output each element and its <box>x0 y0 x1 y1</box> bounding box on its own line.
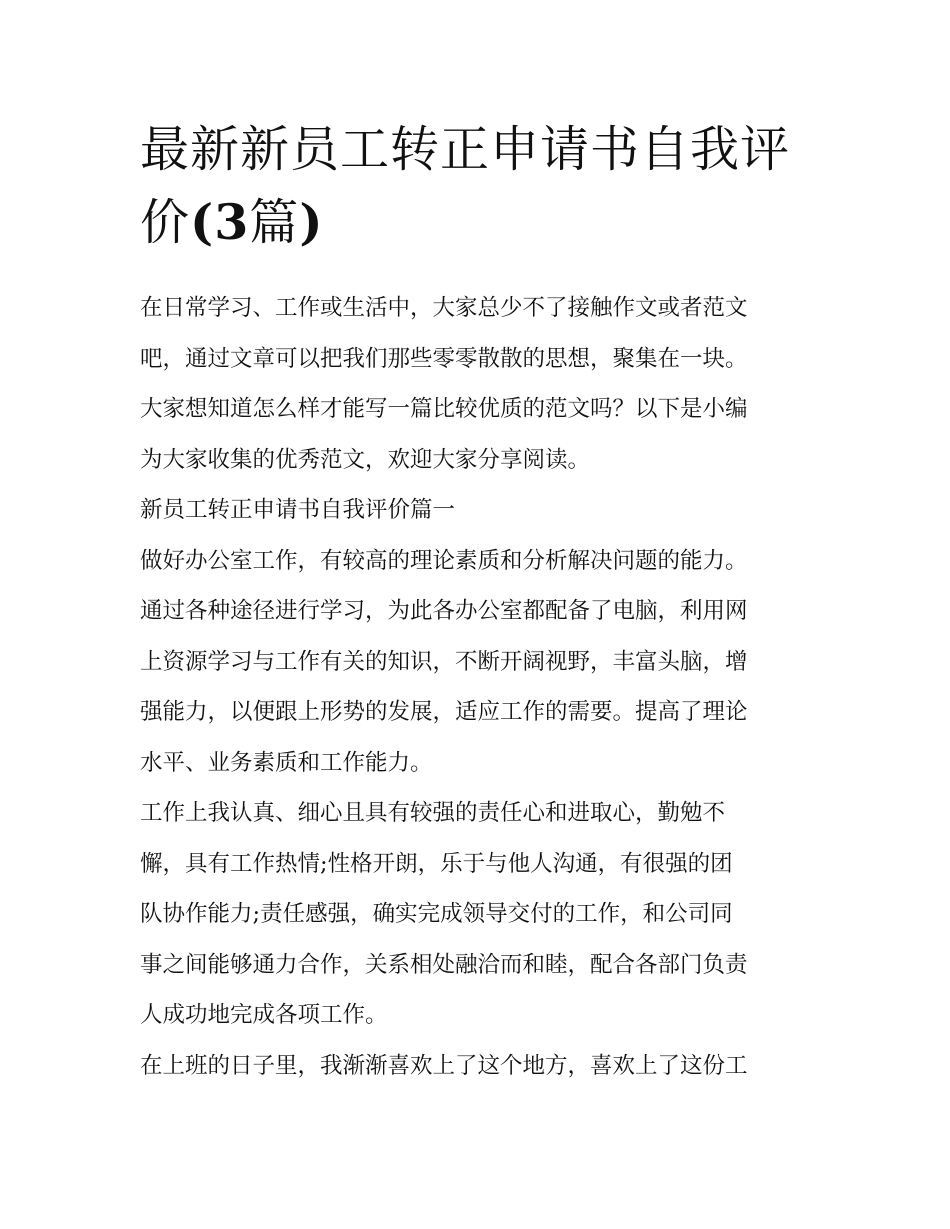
text-line: 做好办公室工作，有较高的理论素质和分析解决问题的能力。 <box>140 547 748 574</box>
title-number: (3 <box>190 193 250 251</box>
text-line: 水平、业务素质和工作能力。 <box>140 749 433 776</box>
text-line: 强能力，以便跟上形势的发展，适应工作的需要。提高了理论 <box>140 699 748 725</box>
document-body <box>140 283 820 1091</box>
section-heading <box>140 485 820 536</box>
title-paren: ) <box>299 193 324 251</box>
text-line: 新员工转正申请书自我评价篇一 <box>140 497 456 523</box>
paragraph-workdays <box>140 1041 820 1092</box>
text-line: 吧，通过文章可以把我们那些零零散散的思想，聚集在一块。 <box>140 345 748 372</box>
text-line: 队协作能力;责任感强，确实完成领导交付的工作，和公司同 <box>140 901 733 927</box>
document-title <box>140 114 820 259</box>
title-line-2 <box>140 186 820 259</box>
text-line: 为大家收集的优秀范文，欢迎大家分享阅读。 <box>140 446 591 473</box>
title-line-1: 最新新员工转正申请书自我评 <box>140 121 791 178</box>
paragraph-attitude <box>140 788 820 1041</box>
text-line: 人成功地完成各项工作。 <box>140 1002 388 1028</box>
text-line: 大家想知道怎么样才能写一篇比较优质的范文吗？以下是小编 <box>140 396 748 422</box>
text-line: 事之间能够通力合作，关系相处融洽而和睦，配合各部门负责 <box>140 951 748 978</box>
paragraph-intro <box>140 283 820 485</box>
text-line: 工作上我认真、细心且具有较强的责任心和进取心，勤勉不 <box>140 800 726 826</box>
text-line: 懈，具有工作热情;性格开朗，乐于与他人沟通，有很强的团 <box>140 850 733 877</box>
paragraph-office-work <box>140 536 820 789</box>
text-line: 上资源学习与工作有关的知识，不断开阔视野，丰富头脑，增 <box>140 648 748 675</box>
title-text-b: 篇 <box>249 194 300 251</box>
text-line: 在日常学习、工作或生活中，大家总少不了接触作文或者范文 <box>140 295 748 321</box>
title-text-a: 价 <box>140 194 191 251</box>
text-line: 通过各种途径进行学习，为此各办公室都配备了电脑，利用网 <box>140 598 748 624</box>
text-line: 在上班的日子里，我渐渐喜欢上了这个地方，喜欢上了这份工 <box>140 1052 748 1079</box>
document-page <box>140 114 820 1091</box>
